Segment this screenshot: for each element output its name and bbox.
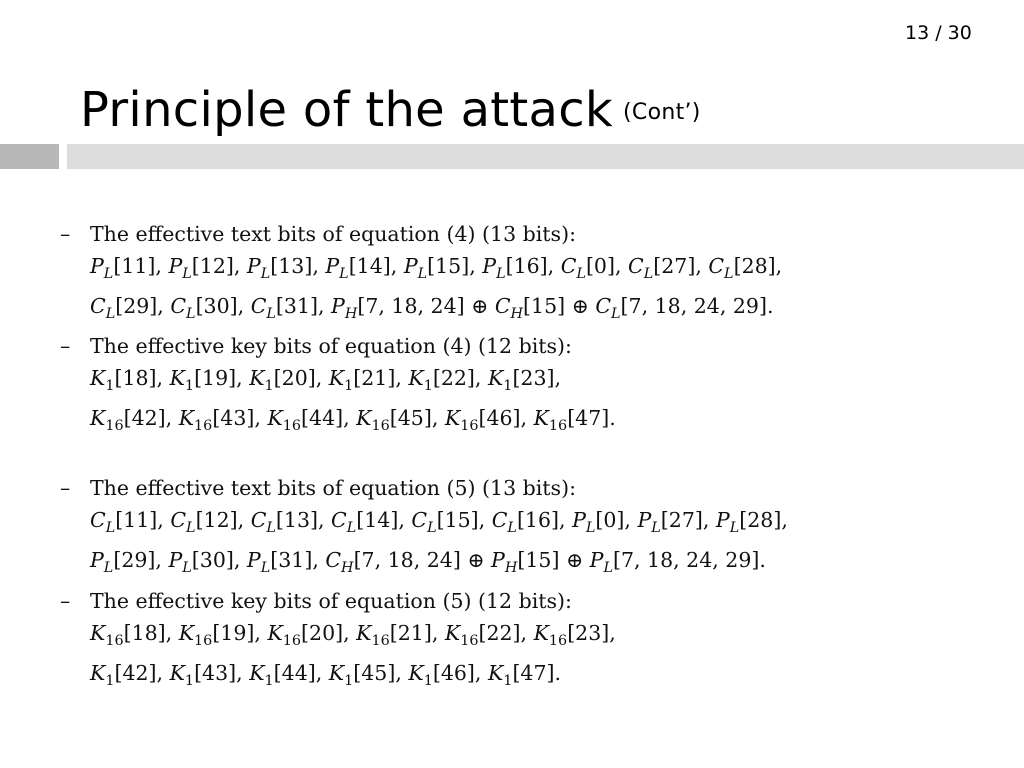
slide-subtitle: (Cont’) [623, 100, 701, 126]
bullet-dash: – [60, 588, 71, 613]
math-line: $K_{16}[18]$, $K_{16}[19]$, $K_{16}[20]$, $K_{16}[21]$, $K_{16}[22]$, $K_{16}[23]$, [90, 620, 616, 649]
bullet-dash: – [60, 476, 71, 501]
math-line: $C_L[29]$, $C_L[30]$, $C_L[31]$, $P_H[7$, 18, 24] ⊕ $C_H[15]$ ⊕ $C_L[7$, 18, 24, 29]. [90, 294, 774, 323]
bullet-item [60, 218, 960, 330]
slide-title [80, 84, 701, 137]
bullet-heading: The effective text bits of equation (5) (13 bits): [90, 476, 576, 501]
equation-5-block [60, 472, 960, 696]
title-divider-bar [67, 144, 1024, 169]
bullet-dash: – [60, 334, 71, 359]
slide-body [60, 218, 960, 697]
math-line: $P_L[29]$, $P_L[30]$, $P_L[31]$, $C_H[7$, 18, 24] ⊕ $P_H[15]$ ⊕ $P_L[7$, 18, 24, 29]. [90, 548, 766, 577]
bullet-heading: The effective key bits of equation (5) (12 bits): [90, 588, 572, 613]
math-line: $K_1[42]$, $K_1[43]$, $K_1[44]$, $K_1[45]$, $K_1[46]$, $K_1[47]$. [90, 660, 562, 689]
bullet-item [60, 330, 960, 442]
math-line: $K_{16}[42]$, $K_{16}[43]$, $K_{16}[44]$, $K_{16}[45]$, $K_{16}[46]$, $K_{16}[47]$. [90, 406, 616, 435]
bullet-dash: – [60, 222, 71, 246]
slide-title-text: Principle of the attack [80, 82, 614, 139]
bullet-heading: The effective key bits of equation (4) (12 bits): [90, 334, 572, 359]
equation-4-block [60, 218, 960, 442]
math-line: $P_L[11]$, $P_L[12]$, $P_L[13]$, $P_L[14]$, $P_L[15]$, $P_L[16]$, $C_L[0]$, $C_L[27]$, $C_L[28]$, [90, 254, 783, 283]
slide-number: 13 / 30 [905, 22, 972, 44]
bullet-heading: The effective text bits of equation (4) (13 bits): [90, 222, 576, 246]
bullet-item [60, 472, 960, 584]
bullet-item [60, 585, 960, 697]
math-line: $C_L[11]$, $C_L[12]$, $C_L[13]$, $C_L[14]$, $C_L[15]$, $C_L[16]$, $P_L[0]$, $P_L[27]$, $P_L[28]$, [90, 508, 788, 537]
math-line: $K_1[18]$, $K_1[19]$, $K_1[20]$, $K_1[21]$, $K_1[22]$, $K_1[23]$, [90, 366, 562, 395]
title-divider-accent [0, 144, 59, 169]
